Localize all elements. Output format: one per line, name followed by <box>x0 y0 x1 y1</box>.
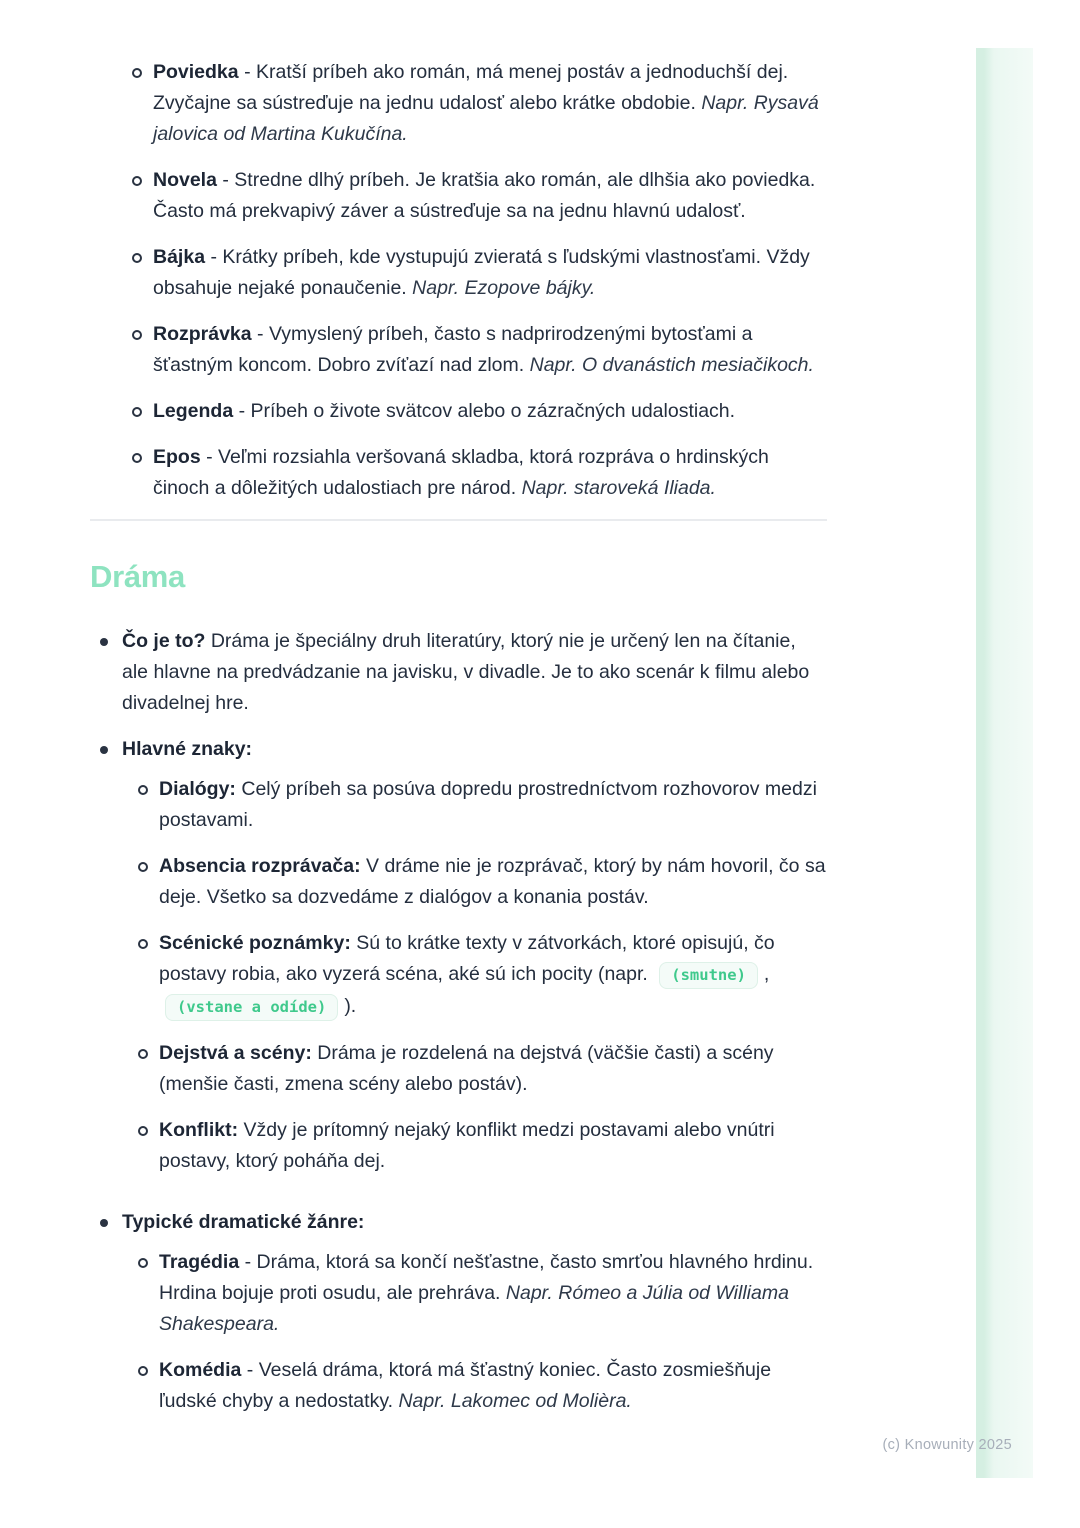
circle-bullet-icon <box>138 862 148 872</box>
copyright-watermark: (c) Knowunity 2025 <box>882 1437 1012 1453</box>
definition-text: Stredne dlhý príbeh. Je kratšia ako román, ale dlhšia ako poviedka. Často má prekvapivý záver a sústreďuje sa na jednu hlavnú udalosť. <box>153 169 816 222</box>
list-item-text <box>122 1207 827 1432</box>
term-label: Dejstvá a scény: <box>159 1042 312 1064</box>
list-item-novela <box>90 165 827 227</box>
term-dash: - <box>222 169 229 191</box>
list-item-text <box>159 1115 827 1177</box>
example-text: Napr. Ezopove bájky. <box>412 277 596 299</box>
section-divider <box>90 519 827 521</box>
list-item-text <box>122 626 827 719</box>
example-text: Napr. Lakomec od Molièra. <box>398 1390 632 1412</box>
term-label: Absencia rozprávača: <box>159 855 361 877</box>
drama-genres-list <box>122 1247 827 1417</box>
list-item-bajka <box>90 242 827 304</box>
term-dash: - <box>244 61 251 83</box>
list-item-text <box>159 1355 827 1417</box>
list-item-scenicke-poznamky <box>122 928 827 1023</box>
list-item-text <box>153 165 827 227</box>
stage-direction-badge: (smutne) <box>659 962 758 989</box>
list-item-text <box>153 442 827 504</box>
stage-direction-badge: (vstane a odíde) <box>165 994 338 1021</box>
definition-text: ). <box>344 995 357 1017</box>
term-dash: - <box>206 446 213 468</box>
example-text: Napr. Rómeo a Júlia od Williama Shakespeara. <box>159 1282 789 1335</box>
list-item-text <box>159 851 827 913</box>
term-dash: - <box>257 323 264 345</box>
term-label: Epos <box>153 446 201 468</box>
term-dash: - <box>244 1251 252 1273</box>
definition-text: Veselá dráma, ktorá má šťastný koniec. Často zosmiešňuje ľudské chyby a nedostatky. <box>159 1359 772 1412</box>
term-label: Bájka <box>153 246 206 268</box>
circle-bullet-icon <box>138 1126 148 1136</box>
list-item-epos <box>90 442 827 504</box>
list-item-legenda <box>90 396 827 427</box>
definition-text: Vymyslený príbeh, často s nadprirodzenými bytosťami a šťastným koncom. Dobro zvíťazí nad zlom. <box>153 323 753 376</box>
page-content <box>90 57 827 1447</box>
definition-text: V dráme nie je rozprávač, ktorý by nám hovoril, čo sa deje. Všetko sa dozvedáme z dialógov a konania postáv. <box>159 855 826 908</box>
example-text: Napr. O dvanástich mesiačikoch. <box>529 354 814 376</box>
definition-text: Dráma je rozdelená na dejstvá (väčšie časti) a scény (menšie časti, zmena scény alebo postáv). <box>159 1042 774 1095</box>
term-label: Tragédia <box>159 1251 240 1273</box>
circle-bullet-icon <box>132 253 142 263</box>
subsection-label: Typické dramatické žánre: <box>122 1211 365 1233</box>
term-label: Novela <box>153 169 217 191</box>
list-item-text <box>159 1247 827 1340</box>
term-label: Konflikt: <box>159 1119 239 1141</box>
definition-text: Dráma, ktorá sa končí nešťastne, často smrťou hlavného hrdinu. Hrdina bojuje proti osudu, ale prehráva. <box>159 1251 814 1304</box>
list-item-konflikt <box>122 1115 827 1177</box>
circle-bullet-icon <box>138 939 148 949</box>
term-label: Legenda <box>153 400 234 422</box>
list-item-absencia-rozpravaca <box>122 851 827 913</box>
list-item-tragedia <box>122 1247 827 1340</box>
page-edge-highlight <box>976 48 1033 1478</box>
definition-text: Príbeh o živote svätcov alebo o zázračných udalostiach. <box>250 400 736 422</box>
circle-bullet-icon <box>138 1258 148 1268</box>
example-text: Napr. Rysavá jalovica od Martina Kukučína. <box>153 92 819 145</box>
list-item-rozpravka <box>90 319 827 381</box>
circle-bullet-icon <box>132 68 142 78</box>
list-item-hlavne-znaky <box>90 734 827 1192</box>
list-item-text <box>159 1038 827 1100</box>
disc-bullet-icon <box>100 1219 108 1227</box>
circle-bullet-icon <box>138 1049 148 1059</box>
definition-text: Sú to krátke texty v zátvorkách, ktoré opisujú, čo postavy robia, ako vyzerá scéna, aké sú ich pocity (napr. <box>159 932 775 985</box>
circle-bullet-icon <box>132 407 142 417</box>
drama-features-list <box>122 774 827 1177</box>
drama-section-list <box>90 626 827 1432</box>
term-label: Rozprávka <box>153 323 252 345</box>
section-heading-drama: Dráma <box>90 559 185 594</box>
separator-text: , <box>763 963 770 985</box>
term-dash: - <box>246 1359 254 1381</box>
term-dash: - <box>210 246 217 268</box>
disc-bullet-icon <box>100 746 108 754</box>
term-dash: - <box>238 400 246 422</box>
disc-bullet-icon <box>100 638 108 646</box>
list-item-text <box>153 57 827 150</box>
term-label: Komédia <box>159 1359 242 1381</box>
prose-genre-list <box>90 57 827 504</box>
term-label: Dialógy: <box>159 778 236 800</box>
list-item-co-je-to <box>90 626 827 719</box>
definition-text: Kratší príbeh ako román, má menej postáv a jednoduchší dej. Zvyčajne sa sústreďuje na jednu udalosť alebo krátke obdobie. <box>153 61 789 114</box>
subsection-label: Hlavné znaky: <box>122 738 253 760</box>
definition-text: Veľmi rozsiahla veršovaná skladba, ktorá rozpráva o hrdinských činoch a dôležitých udalostiach pre národ. <box>153 446 769 499</box>
list-item-typicke-zanre <box>90 1207 827 1432</box>
definition-text: Vždy je prítomný nejaký konflikt medzi postavami alebo vnútri postavy, ktorý poháňa dej. <box>159 1119 775 1172</box>
list-item-text <box>159 774 827 836</box>
list-item-poviedka <box>90 57 827 150</box>
definition-text: Dráma je špeciálny druh literatúry, ktorý nie je určený len na čítanie, ale hlavne na predvádzanie na javisku, v divadle. Je to ako scenár k filmu alebo divadelnej hre. <box>122 630 810 714</box>
list-item-dejstva-a-sceny <box>122 1038 827 1100</box>
list-item-text <box>153 396 827 427</box>
list-item-text <box>153 242 827 304</box>
list-item-text <box>153 319 827 381</box>
term-label: Scénické poznámky: <box>159 932 351 954</box>
list-item-text <box>122 734 827 1192</box>
definition-text: Celý príbeh sa posúva dopredu prostredníctvom rozhovorov medzi postavami. <box>159 778 817 831</box>
circle-bullet-icon <box>132 176 142 186</box>
term-label: Poviedka <box>153 61 239 83</box>
list-item-komedia <box>122 1355 827 1417</box>
circle-bullet-icon <box>132 330 142 340</box>
circle-bullet-icon <box>132 453 142 463</box>
list-item-text <box>159 928 827 1023</box>
definition-text: Krátky príbeh, kde vystupujú zvieratá s ľudskými vlastnosťami. Vždy obsahuje nejaké ponaučenie. <box>153 246 810 299</box>
list-item-dialogy <box>122 774 827 836</box>
circle-bullet-icon <box>138 1366 148 1376</box>
term-label: Čo je to? <box>122 630 206 652</box>
example-text: Napr. staroveká Iliada. <box>521 477 716 499</box>
circle-bullet-icon <box>138 785 148 795</box>
